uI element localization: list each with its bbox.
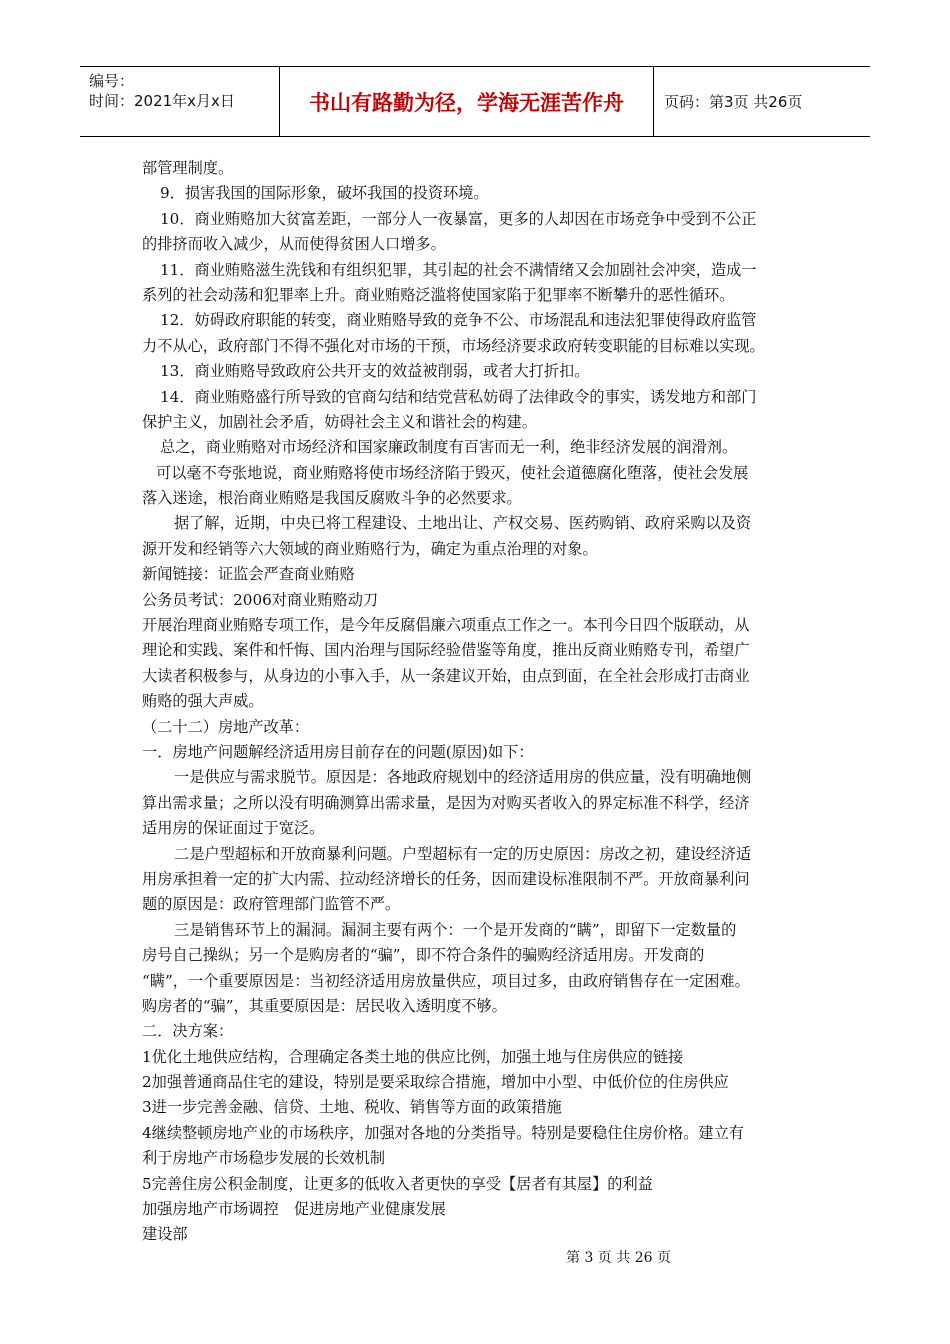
text-line: 可以毫不夸张地说，商业贿赂将使市场经济陷于毁灭，使社会道德腐化堕落，使社会发展 — [156, 463, 749, 482]
page-footer: 第 3 页 共 26 页 — [566, 1250, 671, 1266]
text-line: 保护主义，加剧社会矛盾，妨碍社会主义和谐社会的构建。 — [142, 412, 537, 431]
text-line: 的排挤而收入减少，从而使得贫困人口增多。 — [142, 235, 446, 254]
text-line: 力不从心，政府部门不得不强化对市场的干预，市场经济要求政府转变职能的目标难以实现。 — [142, 336, 765, 355]
text-line: （二十二）房地产改革： — [142, 717, 310, 736]
text-line: 一是供应与需求脱节。原因是：各地政府规划中的经济适用房的供应量，没有明确地侧 — [174, 768, 752, 787]
text-line: 3进一步完善金融、信贷、土地、税收、销售等方面的政策措施 — [142, 1098, 562, 1117]
text-line: 14．商业贿赂盛行所导致的官商勾结和结党营私妨碍了法律政令的事实，诱发地方和部门 — [160, 387, 757, 406]
text-line: 房号自己操纵；另一个是购房者的“骗”，即不符合条件的骗购经济适用房。开发商的 — [142, 946, 705, 965]
text-line: 9．损害我国的国际形象，破坏我国的投资环境。 — [160, 184, 489, 203]
text-line: 落入迷途，根治商业贿赂是我国反腐败斗争的必然要求。 — [142, 489, 522, 508]
text-line: 题的原因是：政府管理部门监管不严。 — [142, 895, 401, 914]
text-line: 一．房地产问题解经济适用房目前存在的问题(原因)如下： — [142, 742, 534, 761]
text-line: 新闻链接：证监会严查商业贿赂 — [142, 565, 355, 584]
text-line: 10．商业贿赂加大贫富差距，一部分人一夜暴富，更多的人却因在市场竞争中受到不公正 — [160, 209, 757, 228]
text-line: 二．决方案： — [142, 1022, 234, 1041]
text-line: “瞒”，一个重要原因是：当初经济适用房放量供应，项目过多，由政府销售存在一定困难。 — [142, 971, 750, 990]
text-line: 大读者积极参与，从身边的小事入手，从一条建议开始，由点到面，在全社会形成打击商业 — [142, 666, 750, 685]
text-line: 4继续整顿房地产业的市场秩序，加强对各地的分类指导。特别是要稳住住房价格。建立有 — [142, 1123, 744, 1142]
text-line: 算出需求量；之所以没有明确测算出需求量，是因为对购买者收入的界定标准不科学，经济 — [142, 793, 750, 812]
text-line: 2加强普通商品住宅的建设，特别是要采取综合措施，增加中小型、中低价位的住房供应 — [142, 1073, 729, 1092]
text-line: 理论和实践、案件和忏悔、国内治理与国际经验借鉴等角度，推出反商业贿赂专刊，希望广 — [142, 641, 750, 660]
text-line: 源开发和经销等六大领域的商业贿赂行为，确定为重点治理的对象。 — [142, 539, 598, 558]
text-line: 5完善住房公积金制度，让更多的低收入者更快的享受【居者有其屋】的利益 — [142, 1174, 653, 1193]
text-line: 二是户型超标和开放商暴利问题。户型超标有一定的历史原因：房改之初，建设经济适 — [174, 844, 752, 863]
text-line: 利于房地产市场稳步发展的长效机制 — [142, 1149, 385, 1168]
text-line: 用房承担着一定的扩大内需、拉动经济增长的任务，因而建设标准限制不严。开放商暴利问 — [142, 869, 750, 888]
text-line: 适用房的保证面过于宽泛。 — [142, 819, 325, 838]
text-line: 公务员考试：2006对商业贿赂动刀 — [142, 590, 379, 609]
header-meta — [80, 67, 280, 136]
text-line: 系列的社会动荡和犯罪率上升。商业贿赂泛滥将使国家陷于犯罪率不断攀升的恶性循环。 — [142, 285, 735, 304]
text-line: 总之，商业贿赂对市场经济和国家廉政制度有百害而无一利，绝非经济发展的润滑剂。 — [160, 438, 738, 457]
text-line: 部管理制度。 — [142, 159, 234, 177]
text-line: 贿赂的强大声威。 — [142, 692, 264, 711]
number-label: 编号： — [89, 72, 135, 90]
text-line: 加强房地产市场调控 促进房地产业健康发展 — [142, 1200, 446, 1219]
text-line: 12．妨碍政府职能的转变，商业贿赂导致的竞争不公、市场混乱和违法犯罪使得政府监管 — [160, 311, 757, 330]
date-label: 时间：2021年x月x日 — [89, 92, 235, 110]
page-header — [80, 66, 870, 137]
header-page-info: 页码：第3页 共26页 — [664, 93, 803, 111]
text-line: 13．商业贿赂导致政府公共开支的效益被削弱，或者大打折扣。 — [160, 362, 590, 381]
text-line: 三是销售环节上的漏洞。漏洞主要有两个：一个是开发商的“瞒”，即留下一定数量的 — [174, 920, 737, 939]
text-line: 建设部 — [142, 1225, 188, 1244]
text-line: 据了解，近期，中央已将工程建设、土地出让、产权交易、医药购销、政府采购以及资 — [174, 514, 752, 533]
header-motto: 书山有路勤为径，学海无涯苦作舟 — [280, 67, 654, 136]
text-line: 购房者的“骗”，其重要原因是：居民收入透明度不够。 — [142, 996, 507, 1015]
text-line: 11．商业贿赂滋生洗钱和有组织犯罪，其引起的社会不满情绪又会加剧社会冲突，造成一 — [160, 260, 757, 279]
text-line: 开展治理商业贿赂专项工作，是今年反腐倡廉六项重点工作之一。本刊今日四个版联动，从 — [142, 616, 750, 635]
document-body — [142, 156, 822, 1248]
text-line: 1优化土地供应结构，合理确定各类土地的供应比例，加强土地与住房供应的链接 — [142, 1047, 684, 1066]
